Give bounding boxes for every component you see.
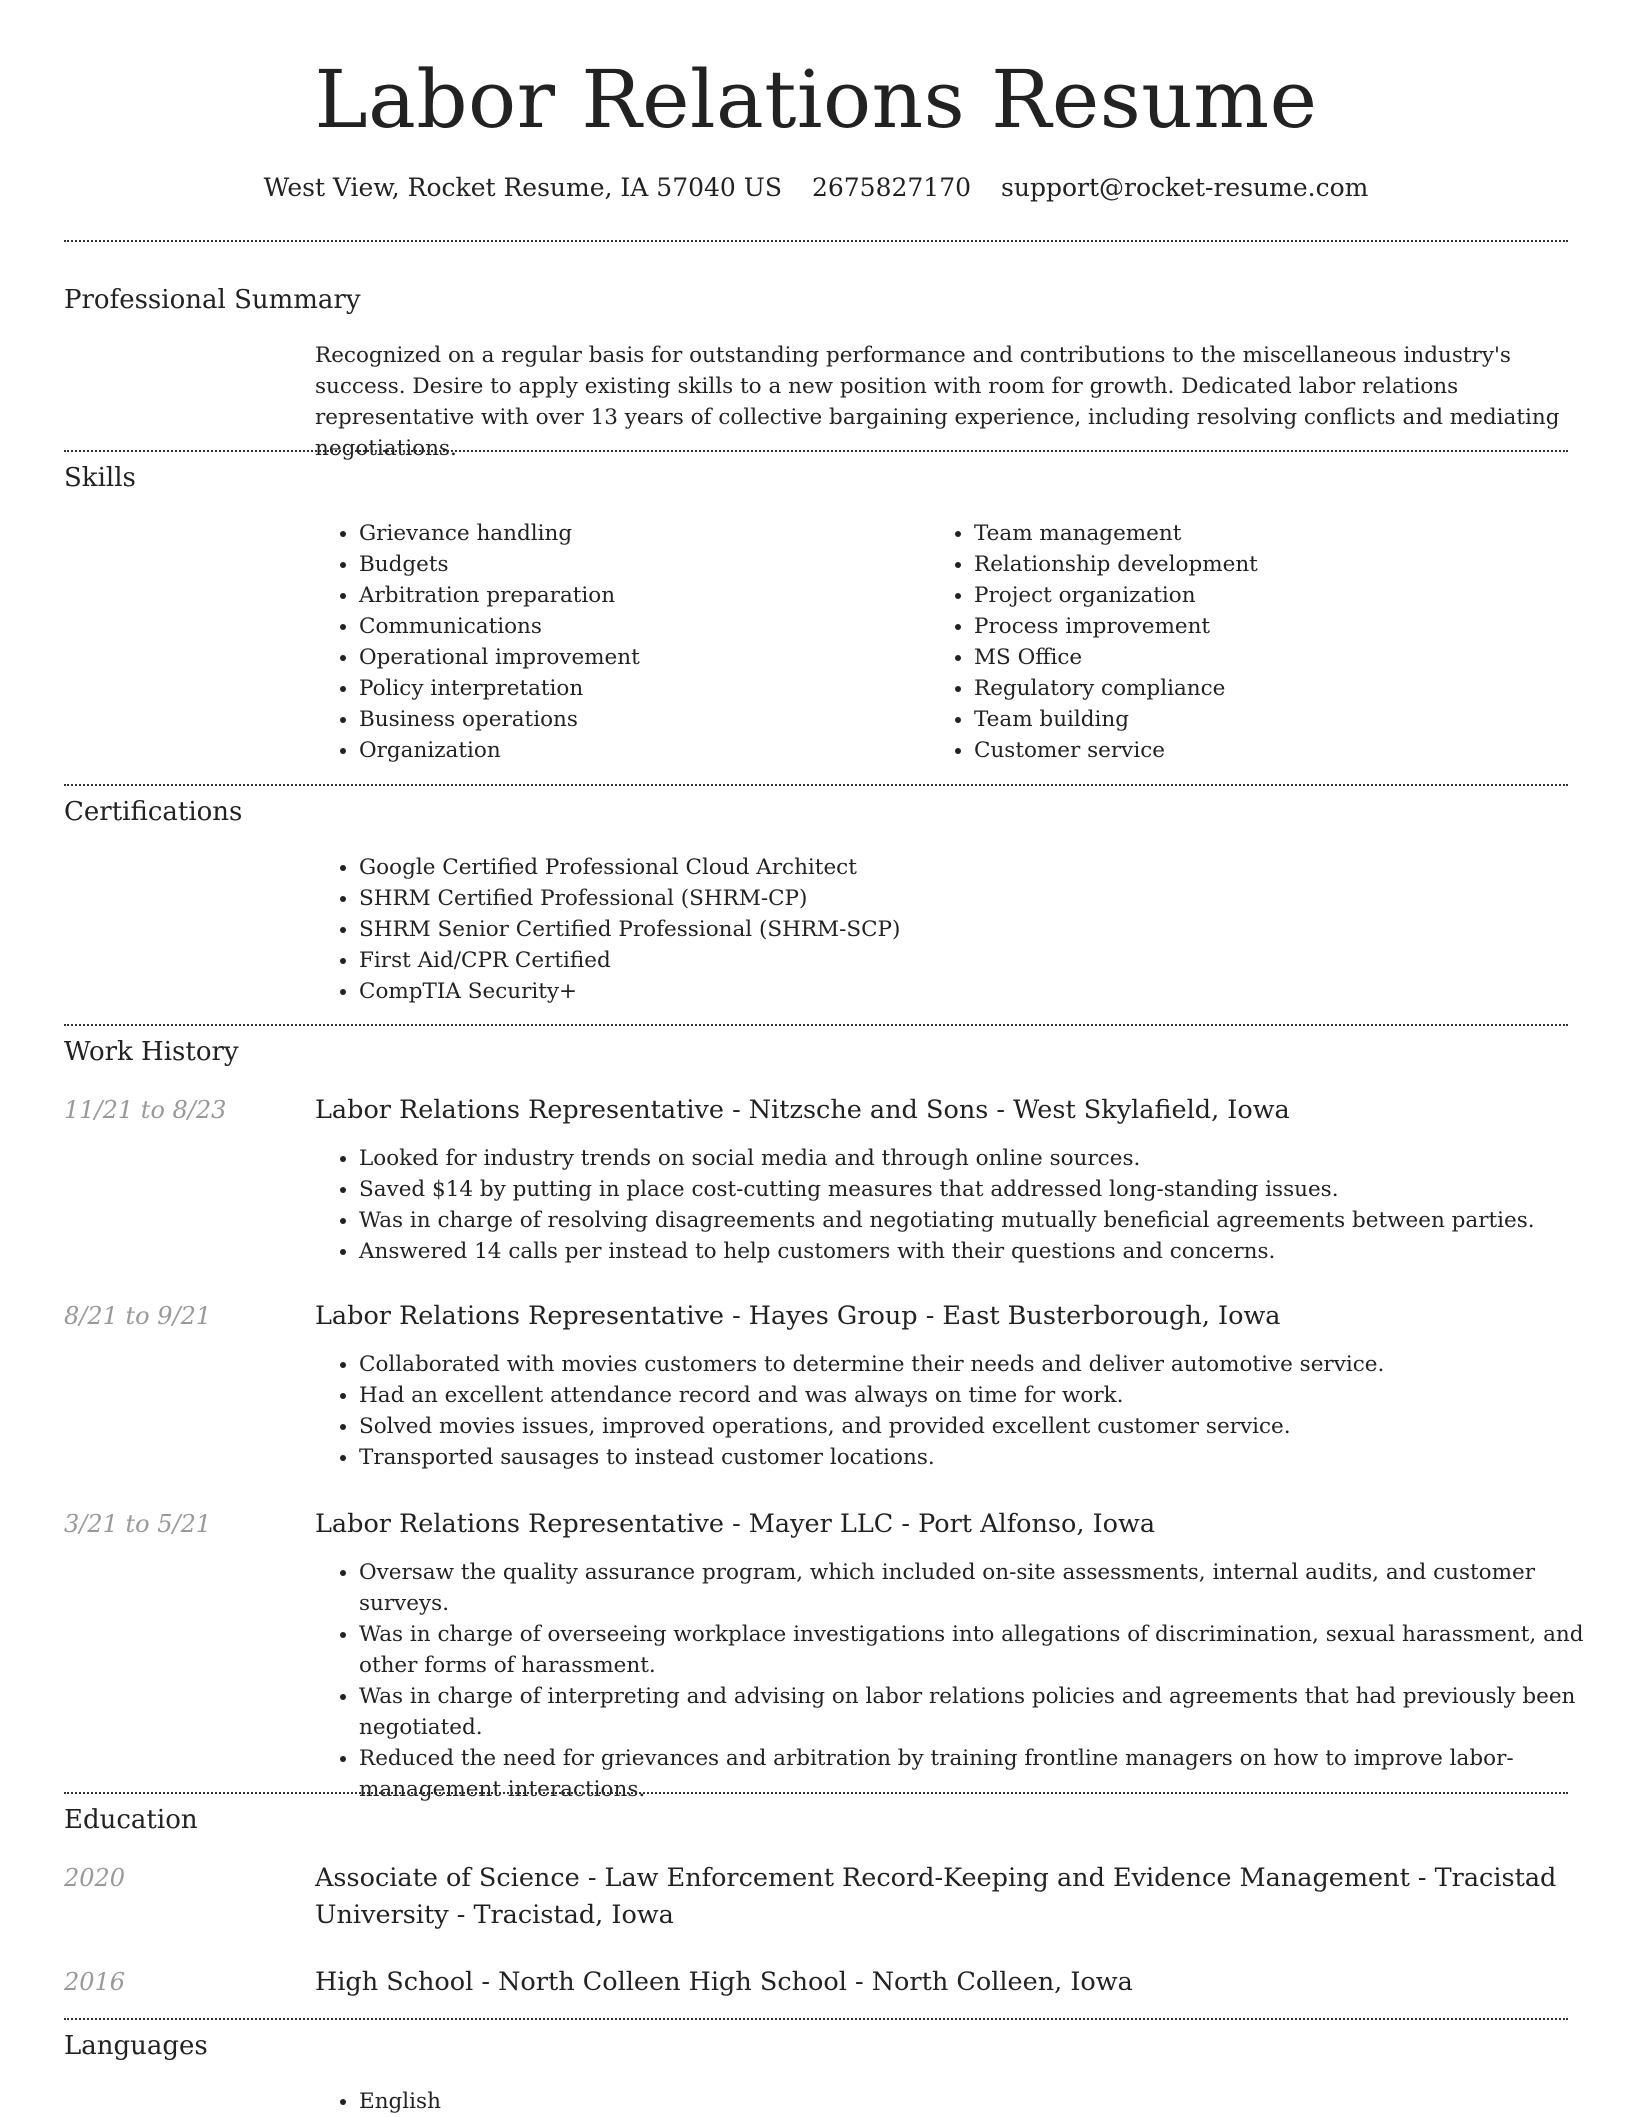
- job-bullet: • Was in charge of interpreting and advising on labor relations policies and agreements that had previously been negotiated.: [359, 1681, 1609, 1743]
- contact-address: West View, Rocket Resume, IA 57040 US: [263, 173, 782, 202]
- certification-item: • SHRM Certified Professional (SHRM-CP): [359, 883, 1559, 914]
- contact-line: [0, 172, 1632, 204]
- skill-item: • Business operations: [359, 704, 919, 735]
- skill-item: • Policy interpretation: [359, 673, 919, 704]
- job-bullet: • Answered 14 calls per instead to help customers with their questions and concerns.: [359, 1236, 1609, 1267]
- section-title-work-history: Work History: [64, 1037, 239, 1067]
- language-item: • English: [359, 2086, 959, 2117]
- skill-item: • Customer service: [974, 735, 1574, 766]
- divider: [64, 240, 1568, 242]
- skill-item: • Organization: [359, 735, 919, 766]
- skill-item: • Team building: [974, 704, 1574, 735]
- job-heading: Labor Relations Representative - Mayer LLC - Port Alfonso, Iowa: [315, 1509, 1156, 1539]
- job-bullet: • Collaborated with movies customers to determine their needs and deliver automotive service.: [359, 1349, 1609, 1380]
- job-bullet: • Was in charge of overseeing workplace investigations into allegations of discrimination, sexual harassment, and other forms of harassment.: [359, 1619, 1609, 1681]
- divider: [64, 450, 1568, 452]
- certifications-list: [315, 852, 1559, 1007]
- skill-item: • Communications: [359, 611, 919, 642]
- job-bullet: • Solved movies issues, improved operations, and provided excellent customer service.: [359, 1411, 1609, 1442]
- certification-item: • SHRM Senior Certified Professional (SHRM-SCP): [359, 914, 1559, 945]
- certification-item: • CompTIA Security+: [359, 976, 1559, 1007]
- job-dates: 11/21 to 8/23: [64, 1096, 227, 1124]
- contact-email: support@rocket-resume.com: [1001, 173, 1369, 202]
- job-bullet: • Looked for industry trends on social media and through online sources.: [359, 1143, 1609, 1174]
- skill-item: • Operational improvement: [359, 642, 919, 673]
- divider: [64, 1792, 1568, 1794]
- divider: [64, 784, 1568, 786]
- certification-item: • First Aid/CPR Certified: [359, 945, 1559, 976]
- job-bullet: • Saved $14 by putting in place cost-cutting measures that addressed long-standing issues.: [359, 1174, 1609, 1205]
- skill-item: • Arbitration preparation: [359, 580, 919, 611]
- summary-text: Recognized on a regular basis for outstanding performance and contributions to the miscellaneous industry's success. Desire to apply existing skills to a new position with room for growth. Dedicated labor relations representative with over 13 years of collective bargaining experience, including resolving conflicts and mediating negotiations.: [315, 343, 1560, 461]
- job-bullet: • Was in charge of resolving disagreements and negotiating mutually beneficial agreements between parties.: [359, 1205, 1609, 1236]
- job-bullets: [315, 1557, 1609, 1805]
- divider: [64, 1024, 1568, 1026]
- job-bullet: • Had an excellent attendance record and was always on time for work.: [359, 1380, 1609, 1411]
- languages-list: [315, 2086, 959, 2117]
- job-heading: Labor Relations Representative - Hayes Group - East Busterborough, Iowa: [315, 1301, 1281, 1331]
- education-heading: High School - North Colleen High School - North Colleen, Iowa: [315, 1967, 1133, 1997]
- job-dates: 3/21 to 5/21: [64, 1510, 212, 1538]
- education-year: 2016: [64, 1968, 126, 1996]
- job-heading: Labor Relations Representative - Nitzsche and Sons - West Skylafield, Iowa: [315, 1095, 1290, 1125]
- skill-item: • Relationship development: [974, 549, 1574, 580]
- divider: [64, 2018, 1568, 2020]
- skill-item: • Process improvement: [974, 611, 1574, 642]
- skills-list-right: [930, 518, 1574, 766]
- section-title-summary: Professional Summary: [64, 285, 361, 315]
- section-title-certifications: Certifications: [64, 797, 243, 827]
- job-bullets: [315, 1143, 1609, 1267]
- job-bullets: [315, 1349, 1609, 1473]
- skill-item: • Project organization: [974, 580, 1574, 611]
- job-bullet: • Oversaw the quality assurance program, which included on-site assessments, internal audits, and customer surveys.: [359, 1557, 1609, 1619]
- job-dates: 8/21 to 9/21: [64, 1302, 212, 1330]
- skills-list-left: [315, 518, 919, 766]
- skill-item: • Team management: [974, 518, 1574, 549]
- education-year: 2020: [64, 1864, 126, 1892]
- skill-item: • Budgets: [359, 549, 919, 580]
- section-title-languages: Languages: [64, 2031, 208, 2061]
- section-title-skills: Skills: [64, 463, 136, 493]
- certification-item: • Google Certified Professional Cloud Architect: [359, 852, 1559, 883]
- education-heading: Associate of Science - Law Enforcement Record-Keeping and Evidence Management - Tracistad University - Tracistad, Iowa: [315, 1863, 1557, 1930]
- resume-title: Labor Relations Resume: [314, 53, 1318, 146]
- skill-item: • Grievance handling: [359, 518, 919, 549]
- skill-item: • MS Office: [974, 642, 1574, 673]
- contact-phone: 2675827170: [811, 173, 972, 202]
- skill-item: • Regulatory compliance: [974, 673, 1574, 704]
- job-bullet: • Reduced the need for grievances and arbitration by training frontline managers on how to improve labor-management interactions.: [359, 1743, 1609, 1805]
- job-bullet: • Transported sausages to instead customer locations.: [359, 1442, 1609, 1473]
- section-title-education: Education: [64, 1805, 198, 1835]
